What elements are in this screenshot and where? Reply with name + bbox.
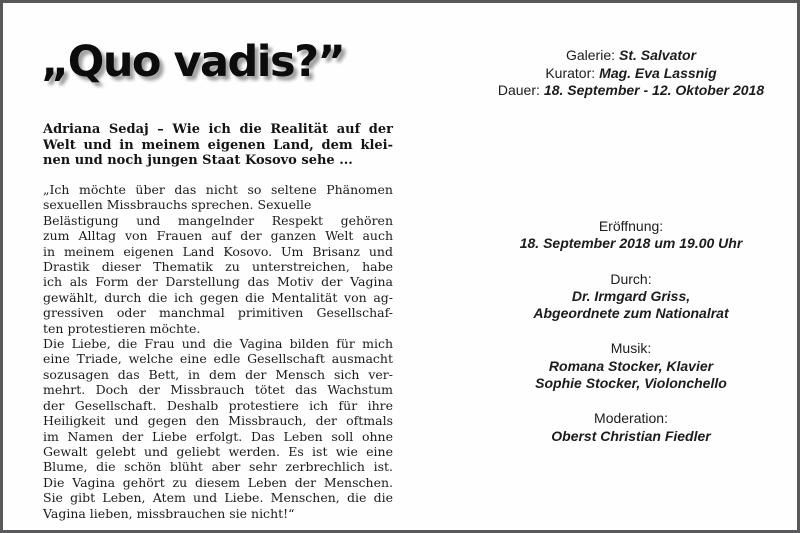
subtitle-line: Adriana Sedaj – Wie ich die Realität auf der <box>43 122 393 137</box>
body-line: der Gesellschaft. Deshalb protestiere ich für ihre <box>43 397 393 413</box>
info-label: Kurator: <box>545 64 596 81</box>
info-value: St. Salvator <box>619 47 697 63</box>
body-line: gressiven oder manchmal primitiven Gesellschaf- <box>43 305 393 321</box>
info-label: Dauer: <box>497 82 540 99</box>
subtitle <box>43 122 393 169</box>
event-label: Musik: <box>610 340 652 357</box>
body-line: gewählt, durch die ich gegen die Mentalität von ag- <box>43 289 393 305</box>
event-group-music <box>475 340 787 392</box>
body-line: Gewalt gelebt und geliebt werden. Es ist wie eine <box>43 443 393 459</box>
event-label: Durch: <box>610 270 652 287</box>
body-line: Die Liebe, die Frau und die Vagina bilden für mich <box>43 336 393 352</box>
body-line: sexuellen Missbrauchs sprechen. Sexuelle <box>43 197 312 213</box>
info-value: Mag. Eva Lassnig <box>599 64 717 81</box>
event-value: Abgeordnete zum Nationalrat <box>533 305 729 322</box>
body-line: Vagina lieben, missbrauchen sie nicht!“ <box>43 505 295 521</box>
info-value: 18. September - 12. Oktober 2018 <box>543 82 765 99</box>
gallery-info-row <box>475 82 787 100</box>
gallery-info-row <box>475 47 787 65</box>
body-line: sozusagen das Bett, in dem der Mensch sich ver- <box>43 366 393 382</box>
body-line: „Ich möchte über das nicht so seltene Phänomen <box>43 182 393 197</box>
body-line: Blume, die schön blüht aber sehr zerbrechlich ist. <box>43 459 393 475</box>
event-value: Oberst Christian Fiedler <box>551 427 711 444</box>
event-value: Sophie Stocker, Violonchello <box>535 375 727 392</box>
body-line: in meinem eigenen Land Kosovo. Um Brisanz und <box>43 243 393 259</box>
event-value: Dr. Irmgard Griss, <box>571 287 691 304</box>
subtitle-line: Welt und in meinem eigenen Land, dem klei- <box>43 137 393 153</box>
body-line: ich als Form der Darstellung das Motiv der Vagina <box>43 274 393 290</box>
artist-statement <box>43 182 393 521</box>
event-group-opened-by <box>475 271 787 323</box>
page-title: „Quo vadis?” <box>41 37 345 87</box>
event-label: Moderation: <box>594 410 668 427</box>
event-group-opening <box>475 218 787 253</box>
gallery-info-row <box>475 65 787 83</box>
body-line: Sie gibt Leben, Atem und Liebe. Menschen, die die <box>43 490 393 506</box>
event-details <box>475 218 787 463</box>
body-line: ten protestieren möchte. <box>43 320 201 336</box>
body-line: im Namen der Liebe erfolgt. Das Leben soll ohne <box>43 428 393 444</box>
body-line: Drastik dieser Thematik zu unterstreichen, habe <box>43 259 393 275</box>
subtitle-line: nen und noch jungen Staat Kosovo sehe ... <box>43 153 353 168</box>
body-line: zum Alltag von Frauen auf der ganzen Welt auch <box>43 228 393 244</box>
body-line: Die Vagina gehört zu diesem Leben der Menschen. <box>43 474 393 490</box>
body-line: mehrt. Doch der Missbrauch tötet das Wachstum <box>43 382 393 398</box>
body-line: eine Triade, welche eine edle Gesellschaft ausmacht <box>43 351 393 367</box>
event-group-moderation <box>475 410 787 445</box>
gallery-info <box>475 47 787 100</box>
event-value: Romana Stocker, Klavier <box>548 357 714 374</box>
body-line: Heiligkeit und gegen den Missbrauch, der oftmals <box>43 413 393 429</box>
event-label: Eröffnung: <box>598 218 664 234</box>
event-value: 18. September 2018 um 19.00 Uhr <box>519 235 743 252</box>
body-line: Belästigung und mangelnder Respekt gehören <box>43 212 393 228</box>
info-label: Galerie: <box>565 47 615 63</box>
